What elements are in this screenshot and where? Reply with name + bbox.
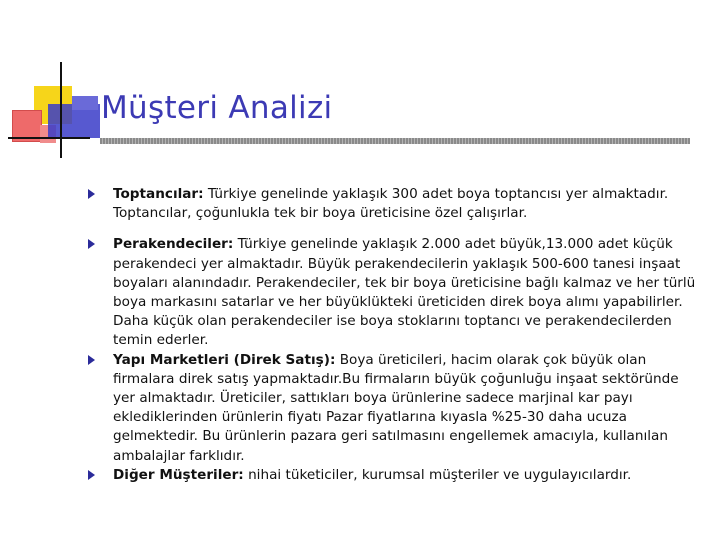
slide-title: Müşteri Analizi bbox=[101, 90, 333, 126]
title-underline bbox=[100, 138, 690, 144]
decor-vertical-line bbox=[60, 62, 62, 158]
item-text: Boya üreticileri, hacim olarak çok büyük olan firmalara direk satış yapmaktadır.Bu firmaların büyük çoğunluğu inşaat sektöründe yer almaktadır. Üreticiler, sattıkları boya ürünlerine sadece marjinal kar payı ekledikleri̇nden ürünlerin fiyatı Pazar fiyatlarına kıyasla %25-30 daha ucuza gelmektedir. Bu ürünlerin pazara geri satılmasını engellemek amacıyla, kullanılan ambalajlar farklıdır. bbox=[113, 351, 679, 464]
item-lead: Yapı Marketleri (Direk Satış): bbox=[113, 351, 336, 368]
item-text: nihai tüketiciler, kurumsal müşteriler ve uygulayıcılardır. bbox=[248, 466, 632, 483]
bullet-arrow-icon bbox=[88, 470, 95, 480]
bullet-list bbox=[88, 185, 698, 485]
list-item bbox=[88, 351, 698, 466]
item-lead: Perakendeciler: bbox=[113, 236, 234, 253]
decor-blue-small-square bbox=[72, 96, 98, 110]
bullet-arrow-icon bbox=[88, 355, 95, 365]
item-lead: Diğer Müşteriler: bbox=[113, 466, 244, 483]
bullet-arrow-icon bbox=[88, 189, 95, 199]
item-text: Türkiye genelinde yaklaşık 300 adet boya toptancısı yer almaktadır. Toptancılar, çoğunlukla tek bir boya üreticisine özel çalışırlar. bbox=[113, 186, 669, 222]
list-item bbox=[88, 235, 698, 350]
list-item bbox=[88, 466, 698, 485]
list-item bbox=[88, 185, 698, 223]
item-lead: Toptancılar: bbox=[113, 186, 204, 202]
decor-horizontal-line bbox=[8, 137, 90, 139]
bullet-arrow-icon bbox=[88, 239, 95, 249]
item-text: Türkiye genelinde yaklaşık 2.000 adet büyük,13.000 adet küçük perakendeci yer almaktadır. Büyük perakendecilerin yaklaşık 500-600 tanesi inşaat boyaları alanındadır. Perakendeciler, tek bir boya üreticisine bağlı kalmaz ve her türlü boya markasını satarlar ve her büyüklükteki üreticiden direk boya alımı yapabilirler. Daha küçük olan perakendeciler ise boya stoklarını toptancı ve perakendecilerden temin ederler. bbox=[113, 236, 696, 349]
